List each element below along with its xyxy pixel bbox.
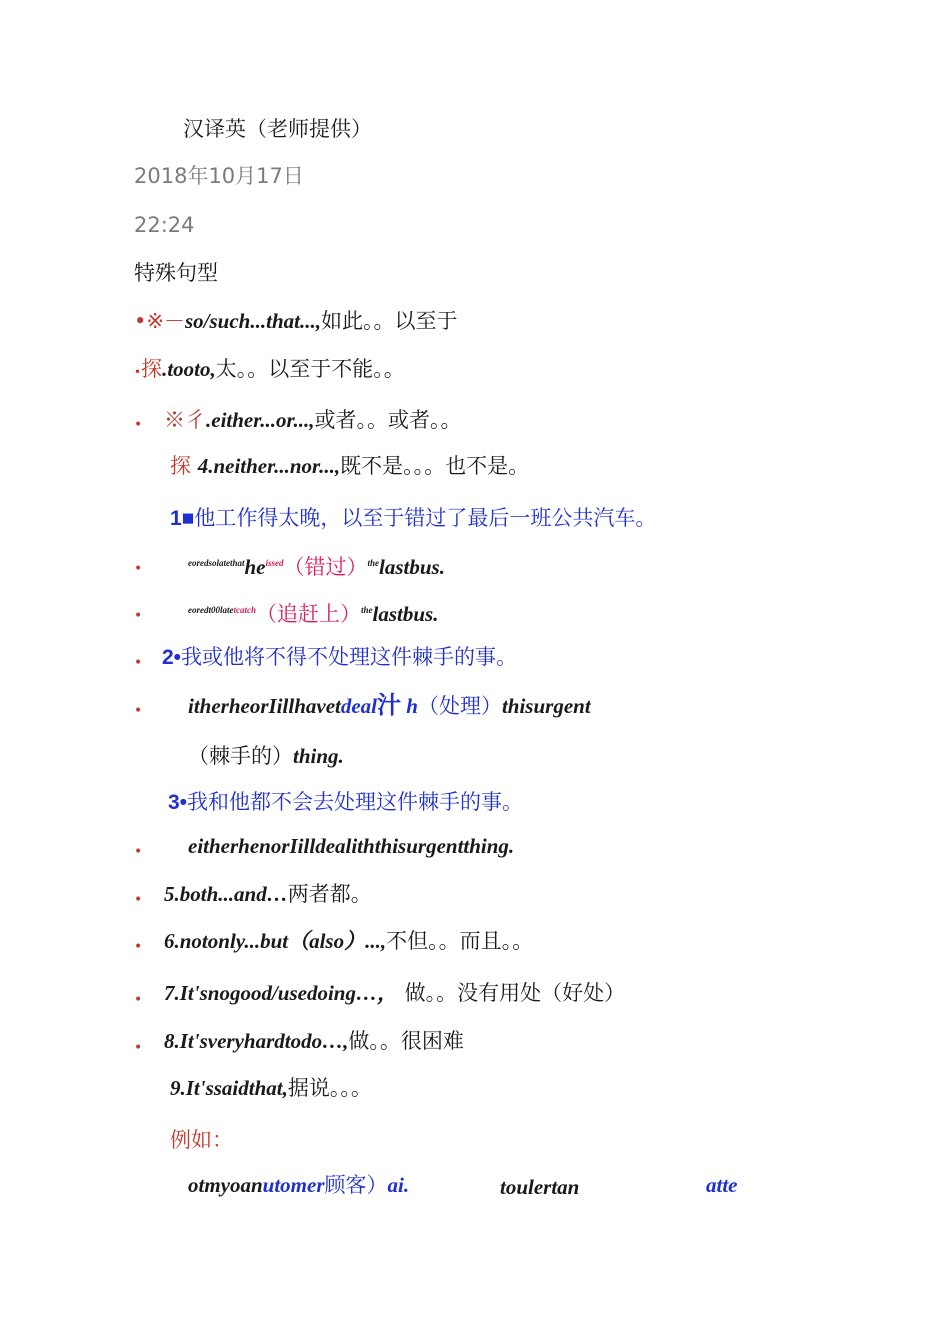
- answer-text: he: [244, 555, 266, 579]
- bullet-mark: •: [134, 608, 143, 624]
- pattern-paren: （also）: [288, 929, 366, 953]
- pattern-text: 4.neither...nor...,: [197, 454, 341, 478]
- pattern-text: .tooto,: [162, 357, 216, 381]
- pattern-meaning: 或者。。或者。。: [314, 408, 462, 432]
- section-heading: 特殊句型: [134, 261, 218, 285]
- pattern-meaning: 不但。。而且。。: [386, 929, 534, 953]
- example-number: 3•: [168, 791, 188, 814]
- example-1-answer-a: [188, 548, 445, 582]
- bullet-mark: •: [134, 892, 143, 908]
- pattern-meaning: 太。。以至于不能。。: [215, 357, 405, 381]
- pattern-text: 9.It'ssaidthat,: [170, 1076, 288, 1100]
- example-4-answer-mid: [500, 1172, 579, 1202]
- bullet-mark: •: [134, 417, 143, 433]
- pattern-line-8: [164, 1026, 464, 1056]
- faint-text: the: [361, 605, 373, 615]
- pattern-text: so/such...that...,: [185, 309, 321, 333]
- example-4-answer: [188, 1170, 409, 1200]
- answer-gloss: （追赶上）: [256, 602, 361, 626]
- pattern-line-5: [164, 879, 372, 909]
- pattern-meaning: 如此。。以至于: [320, 309, 458, 333]
- example-text: 我或他将不得不处理这件棘手的事。: [181, 645, 518, 669]
- faint-text: eoredt00late: [188, 605, 234, 615]
- answer-text: thing.: [293, 744, 344, 768]
- faint-text-pink: issed: [265, 558, 284, 568]
- ref-mark: 探: [141, 357, 163, 381]
- answer-text: eitherhenorIilldealiththisurgentthing.: [188, 834, 515, 858]
- example-label: 例如：: [170, 1128, 233, 1152]
- faint-text: the: [367, 558, 380, 568]
- pattern-line-1: [134, 306, 457, 336]
- pattern-text: 7.It'snogood/usedoing…，: [164, 981, 398, 1005]
- bullet-mark: •: [134, 992, 143, 1008]
- answer-text: lastbus.: [379, 555, 445, 579]
- answer-glyph: 汁: [377, 690, 402, 719]
- pattern-text: 6.notonly...but: [164, 929, 289, 953]
- example-1-chinese: [170, 503, 656, 534]
- pattern-meaning: 做。。没有用处（好处）: [404, 981, 626, 1005]
- answer-keyword: h: [401, 694, 418, 718]
- answer-keyword: ai.: [387, 1173, 410, 1197]
- example-text: 我和他都不会去处理这件棘手的事。: [187, 790, 524, 814]
- pattern-line-6: [164, 926, 533, 956]
- faint-text: eoredsolatethat: [188, 558, 245, 568]
- example-text: 他工作得太晚，以至于错过了最后一班公共汽车。: [194, 506, 657, 530]
- doc-time: 22:24: [134, 213, 195, 237]
- example-1-answer-b: [188, 595, 438, 629]
- example-3-answer: [188, 831, 514, 861]
- faint-text-pink: tcatch: [233, 605, 256, 615]
- pattern-line-9: [170, 1073, 372, 1103]
- example-number: 1■: [170, 507, 195, 530]
- bullet-mark: •: [134, 309, 147, 333]
- ref-mark: 探: [170, 454, 191, 478]
- ref-mark: ※彳: [164, 408, 206, 432]
- example-number: 2•: [162, 646, 182, 669]
- answer-text: otmyoan: [188, 1173, 263, 1197]
- answer-keyword: deal: [340, 694, 378, 718]
- example-3-chinese: [168, 787, 523, 818]
- answer-gloss: （处理）: [417, 694, 502, 718]
- example-2-chinese: [162, 642, 517, 673]
- example-4-answer-end: [706, 1170, 738, 1200]
- answer-gloss: 顾客）: [324, 1173, 388, 1197]
- bullet-mark: •: [134, 844, 143, 860]
- answer-keyword: utomer: [262, 1173, 325, 1197]
- answer-gloss: （棘手的）: [188, 744, 293, 768]
- answer-gloss: （错过）: [283, 555, 368, 579]
- pattern-text: 8.It'sveryhardtodo…,: [164, 1029, 349, 1053]
- pattern-line-3: [164, 405, 462, 435]
- answer-text: lastbus.: [372, 602, 439, 626]
- ref-mark: ※－: [146, 309, 185, 333]
- pattern-line-7: [164, 978, 625, 1008]
- pattern-line-4: [170, 451, 529, 481]
- example-2-answer-cont: [188, 741, 344, 771]
- bullet-mark: •: [134, 1040, 143, 1056]
- pattern-meaning: 既不是。。。也不是。: [340, 454, 530, 478]
- pattern-line-2: [134, 354, 405, 387]
- bullet-mark: •: [134, 939, 143, 955]
- answer-text: itherheorIillhavet: [188, 694, 341, 718]
- bullet-mark: •: [134, 703, 143, 719]
- answer-text: thisurgent: [501, 694, 591, 718]
- pattern-text: ...,: [365, 929, 387, 953]
- doc-title: 汉译英（老师提供）: [183, 117, 372, 141]
- pattern-text: 5.both...and…: [164, 882, 288, 906]
- pattern-meaning: 做。。很困难: [348, 1029, 464, 1053]
- bullet-mark: •: [134, 655, 143, 671]
- doc-date: 2018年10月17日: [134, 164, 304, 188]
- example-2-answer: [188, 690, 591, 721]
- answer-text: toulertan: [500, 1175, 580, 1199]
- bullet-mark: •: [134, 365, 142, 379]
- bullet-mark: •: [134, 561, 143, 577]
- pattern-meaning: 据说。。。: [287, 1076, 372, 1100]
- answer-keyword: atte: [706, 1173, 738, 1197]
- pattern-text: .either...or...,: [206, 408, 315, 432]
- pattern-meaning: 两者都。: [287, 882, 372, 906]
